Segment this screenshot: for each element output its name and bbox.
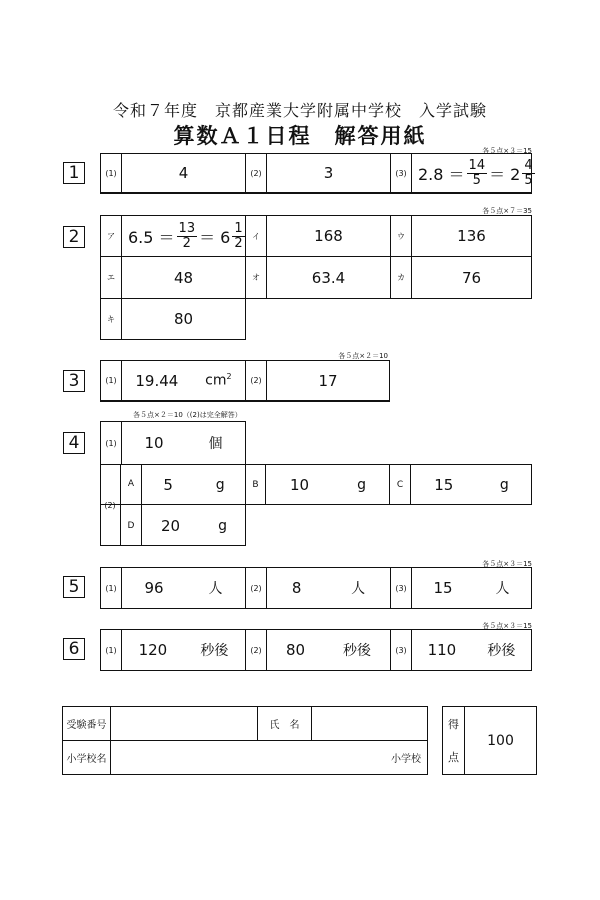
exam-number-field[interactable] — [111, 707, 258, 741]
fraction — [177, 222, 198, 251]
answer-5-3-value: 15 — [433, 579, 453, 597]
score-label-toku: 得 — [448, 717, 459, 731]
answer-2-a — [122, 216, 246, 257]
answer-2-u: 136 — [412, 216, 531, 257]
label-2-a: ア — [101, 216, 122, 257]
answer-1-3-lhs: 2.8 ＝ — [418, 164, 465, 184]
unit-cm2 — [205, 372, 231, 389]
question-number-2: 2 — [63, 226, 85, 248]
label-1-3: (3) — [391, 154, 412, 193]
question-number-4: 4 — [63, 432, 85, 454]
answer-box-4 — [100, 421, 532, 546]
answer-6-3 — [412, 630, 531, 670]
answer-3-2: 17 — [267, 361, 389, 401]
unit-g: g — [357, 476, 366, 493]
answer-4-b — [266, 464, 390, 505]
unit-nin: 人 — [351, 581, 366, 597]
answer-box-5 — [100, 567, 532, 609]
label-2-ka: カ — [391, 257, 412, 298]
answer-4-c — [411, 464, 532, 505]
answer-3-1-value: 19.44 — [135, 371, 179, 390]
answer-5-1 — [122, 568, 246, 608]
unit-nin: 人 — [208, 581, 223, 597]
answer-6-2 — [267, 630, 391, 670]
answer-5-3 — [412, 568, 531, 608]
score-note-3: 各５点×２＝10 — [338, 352, 388, 360]
answer-4-b-value: 10 — [290, 475, 310, 494]
numerator: 14 — [468, 157, 486, 173]
denominator: 5 — [524, 172, 533, 188]
examinee-info-box — [62, 706, 428, 775]
unit-g: g — [218, 517, 227, 534]
label-1-2: (2) — [246, 154, 267, 193]
answer-6-3-value: 110 — [427, 641, 457, 659]
answer-2-ki: 80 — [173, 310, 194, 328]
answer-4-d — [142, 505, 246, 546]
numerator: 13 — [178, 220, 196, 236]
unit-exponent: 2 — [226, 372, 232, 382]
label-2-e: エ — [101, 257, 122, 298]
score-note-6: 各５点×３＝15 — [482, 622, 532, 630]
label-4-c: C — [389, 464, 411, 505]
answer-2-o: 63.4 — [267, 257, 391, 298]
unit-g: g — [499, 476, 509, 493]
label-6-1: (1) — [101, 630, 122, 670]
label-4-2: (2) — [100, 464, 121, 546]
label-3-2: (2) — [246, 361, 267, 401]
name-field[interactable] — [312, 707, 427, 741]
label-3-1: (1) — [101, 361, 122, 401]
unit-nin: 人 — [495, 581, 510, 597]
score-note-2: 各５点×７＝35 — [482, 207, 532, 215]
label-4-d: D — [121, 505, 142, 546]
label-1-1: (1) — [101, 154, 122, 193]
label-2-o: オ — [246, 257, 267, 298]
score-note-1: 各５点×３＝15 — [482, 147, 532, 155]
label-6-2: (2) — [246, 630, 267, 670]
answer-4-d-value: 20 — [161, 516, 181, 535]
unit-byougo: 秒後 — [200, 643, 229, 659]
school-field[interactable] — [111, 741, 427, 774]
unit-byougo: 秒後 — [343, 643, 372, 659]
exam-number-label: 受験番号 — [63, 707, 111, 741]
answer-5-1-value: 96 — [144, 579, 164, 597]
answer-1-2: 3 — [267, 154, 391, 193]
answer-2-a-lhs: 6.5 ＝ — [128, 227, 175, 247]
answer-4-c-value: 15 — [434, 475, 454, 494]
score-label-ten: 点 — [448, 751, 459, 765]
label-4-b: B — [245, 464, 266, 505]
numerator: 4 — [524, 157, 533, 173]
answer-4-1-value: 10 — [144, 434, 164, 452]
unit-g: g — [215, 476, 225, 493]
answer-5-2-value: 8 — [291, 579, 302, 597]
label-4-a: A — [121, 464, 142, 505]
total-score: 100 — [487, 732, 514, 749]
answer-6-1-value: 120 — [138, 641, 168, 659]
sheet-title: 算数Ａ１日程 解答用紙 — [173, 124, 427, 148]
answer-grid-2 — [100, 215, 532, 299]
exam-title: 令和７年度 京都産業大学附属中学校 入学試験 — [112, 101, 487, 120]
score-label — [443, 707, 465, 774]
label-5-1: (1) — [101, 568, 122, 608]
label-2-ki: キ — [101, 299, 122, 339]
name-label: 氏 名 — [258, 707, 312, 741]
fraction — [467, 159, 488, 188]
question-number-3: 3 — [63, 370, 85, 392]
answer-1-3-mid: ＝ 2 — [489, 164, 521, 184]
fraction — [522, 159, 534, 188]
answer-box-6 — [100, 629, 532, 671]
denominator: 2 — [234, 235, 243, 251]
answer-2-a-mid: ＝ 6 — [199, 227, 231, 247]
label-2-i: イ — [246, 216, 267, 257]
fraction — [232, 222, 244, 251]
label-4-1: (1) — [101, 422, 122, 464]
score-note-5: 各５点×３＝15 — [482, 560, 532, 568]
label-6-3: (3) — [391, 630, 412, 670]
label-2-u: ウ — [391, 216, 412, 257]
score-box — [442, 706, 537, 775]
unit-byougo: 秒後 — [487, 643, 516, 659]
answer-1-1: 4 — [122, 154, 246, 193]
answer-4-1 — [122, 422, 245, 464]
school-label: 小学校名 — [63, 741, 111, 774]
question-number-5: 5 — [63, 576, 85, 598]
unit-cm: cm — [205, 372, 227, 389]
answer-box-3 — [100, 360, 390, 402]
answer-box-1 — [100, 153, 532, 194]
denominator: 2 — [182, 235, 191, 251]
answer-2-ka: 76 — [461, 268, 482, 287]
answer-4-a-value: 5 — [163, 475, 173, 494]
question-number-1: 1 — [63, 162, 85, 184]
answer-3-1 — [122, 361, 246, 401]
numerator: 1 — [234, 220, 243, 236]
answer-4-1-row — [100, 421, 246, 465]
question-number-6: 6 — [63, 638, 85, 660]
school-suffix: 小学校 — [391, 754, 421, 765]
answer-4-a — [142, 464, 246, 505]
answer-grid-2-ki — [100, 298, 246, 340]
answer-5-2 — [267, 568, 391, 608]
score-note-4: 各５点×２＝10（(2)は完全解答） — [133, 411, 242, 419]
answer-6-2-value: 80 — [285, 641, 306, 659]
answer-2-e: 48 — [122, 257, 246, 298]
label-5-3: (3) — [391, 568, 412, 608]
answer-2-i: 168 — [267, 216, 391, 257]
answer-6-1 — [122, 630, 246, 670]
answer-box-2 — [100, 215, 532, 340]
denominator: 5 — [472, 172, 481, 188]
label-5-2: (2) — [246, 568, 267, 608]
answer-1-3 — [412, 154, 531, 193]
unit-ko: 個 — [208, 436, 223, 452]
